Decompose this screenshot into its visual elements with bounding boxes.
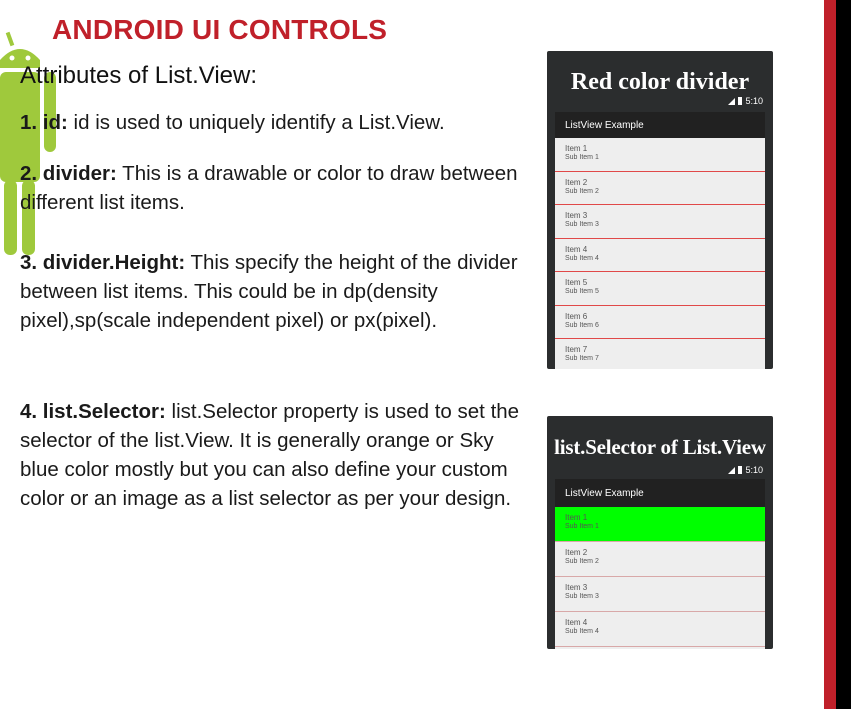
divider-example-screenshot <box>547 51 773 369</box>
list-item-title: Item 3 <box>565 583 588 592</box>
list-item-title: Item 5 <box>565 278 588 287</box>
list-item[interactable] <box>555 306 765 340</box>
list-view <box>555 507 765 649</box>
list-item-title: Item 2 <box>565 548 588 557</box>
list-item[interactable] <box>555 172 765 206</box>
list-item[interactable] <box>555 205 765 239</box>
list-item[interactable] <box>555 138 765 172</box>
list-item-subtitle: Sub Item 3 <box>565 593 599 600</box>
list-item-subtitle: Sub Item 1 <box>565 523 599 530</box>
attribute-label: 2. divider: <box>20 162 117 185</box>
attribute-text: This specify the height of the divider between list items. This could be in dp(density pixel),sp(scale independent pixel) or px(pixel). <box>20 251 518 332</box>
list-item-subtitle: Sub Item 4 <box>565 254 599 262</box>
app-bar-title: ListView Example <box>555 479 765 507</box>
list-selector-example-screenshot <box>547 416 773 649</box>
attribute-text: This is a drawable or color to draw between different list items. <box>20 162 518 214</box>
list-item-selected[interactable] <box>555 507 765 542</box>
list-item-title: Item 2 <box>565 177 588 187</box>
list-item-title: Item 4 <box>565 618 588 627</box>
list-item[interactable] <box>555 339 765 369</box>
list-item-title: Item 3 <box>565 211 588 220</box>
slide-subtitle: Attributes of List.View: <box>20 62 257 89</box>
status-time: 5:10 <box>745 465 763 475</box>
list-item-subtitle: Sub Item 1 <box>565 154 599 161</box>
list-item-subtitle: Sub Item 4 <box>565 628 599 635</box>
list-item[interactable] <box>555 577 765 612</box>
status-bar <box>728 465 763 475</box>
list-item[interactable] <box>555 239 765 273</box>
list-item-title: Item 1 <box>565 513 588 522</box>
list-item-subtitle: Sub Item 6 <box>565 321 599 329</box>
list-item-subtitle: Sub Item 7 <box>565 355 599 362</box>
accent-bar <box>824 0 836 709</box>
attribute-label: 4. list.Selector: <box>20 400 166 423</box>
attribute-label: 1. id: <box>20 111 68 134</box>
list-item-title: Item 4 <box>565 244 588 254</box>
attribute-point <box>20 397 532 513</box>
attribute-point <box>20 159 532 217</box>
battery-icon <box>738 466 742 474</box>
list-item[interactable] <box>555 272 765 306</box>
list-item-title: Item 7 <box>565 345 588 354</box>
list-item-subtitle: Sub Item 5 <box>565 288 599 295</box>
attribute-text: list.Selector property is used to set the selector of the list.View. It is generally orange or Sky blue color mostly but you can also define your custom color or an image as a list selector as per your design. <box>20 400 520 510</box>
list-item-title: Item 1 <box>565 144 588 153</box>
list-item-subtitle: Sub Item 2 <box>565 558 599 565</box>
battery-icon <box>738 97 742 105</box>
signal-icon <box>728 98 735 105</box>
list-item-title: Item 6 <box>565 311 588 321</box>
attribute-point <box>20 248 532 335</box>
edge-bar <box>836 0 851 709</box>
list-item-subtitle: Sub Item 2 <box>565 187 599 195</box>
screenshot-caption: Red color divider <box>570 69 750 95</box>
signal-icon <box>728 467 735 474</box>
status-bar <box>728 96 763 106</box>
list-item-subtitle: Sub Item 3 <box>565 221 599 228</box>
status-time: 5:10 <box>745 96 763 106</box>
attribute-text: id is used to uniquely identify a List.View. <box>67 111 445 134</box>
list-item[interactable] <box>555 612 765 647</box>
slide-title: ANDROID UI CONTROLS <box>52 14 388 45</box>
attribute-point <box>20 108 532 137</box>
list-item[interactable] <box>555 542 765 577</box>
screenshot-caption: list.Selector of List.View <box>554 435 766 459</box>
attribute-label: 3. divider.Height: <box>20 251 186 274</box>
app-bar-title: ListView Example <box>555 112 765 138</box>
list-view <box>555 138 765 369</box>
